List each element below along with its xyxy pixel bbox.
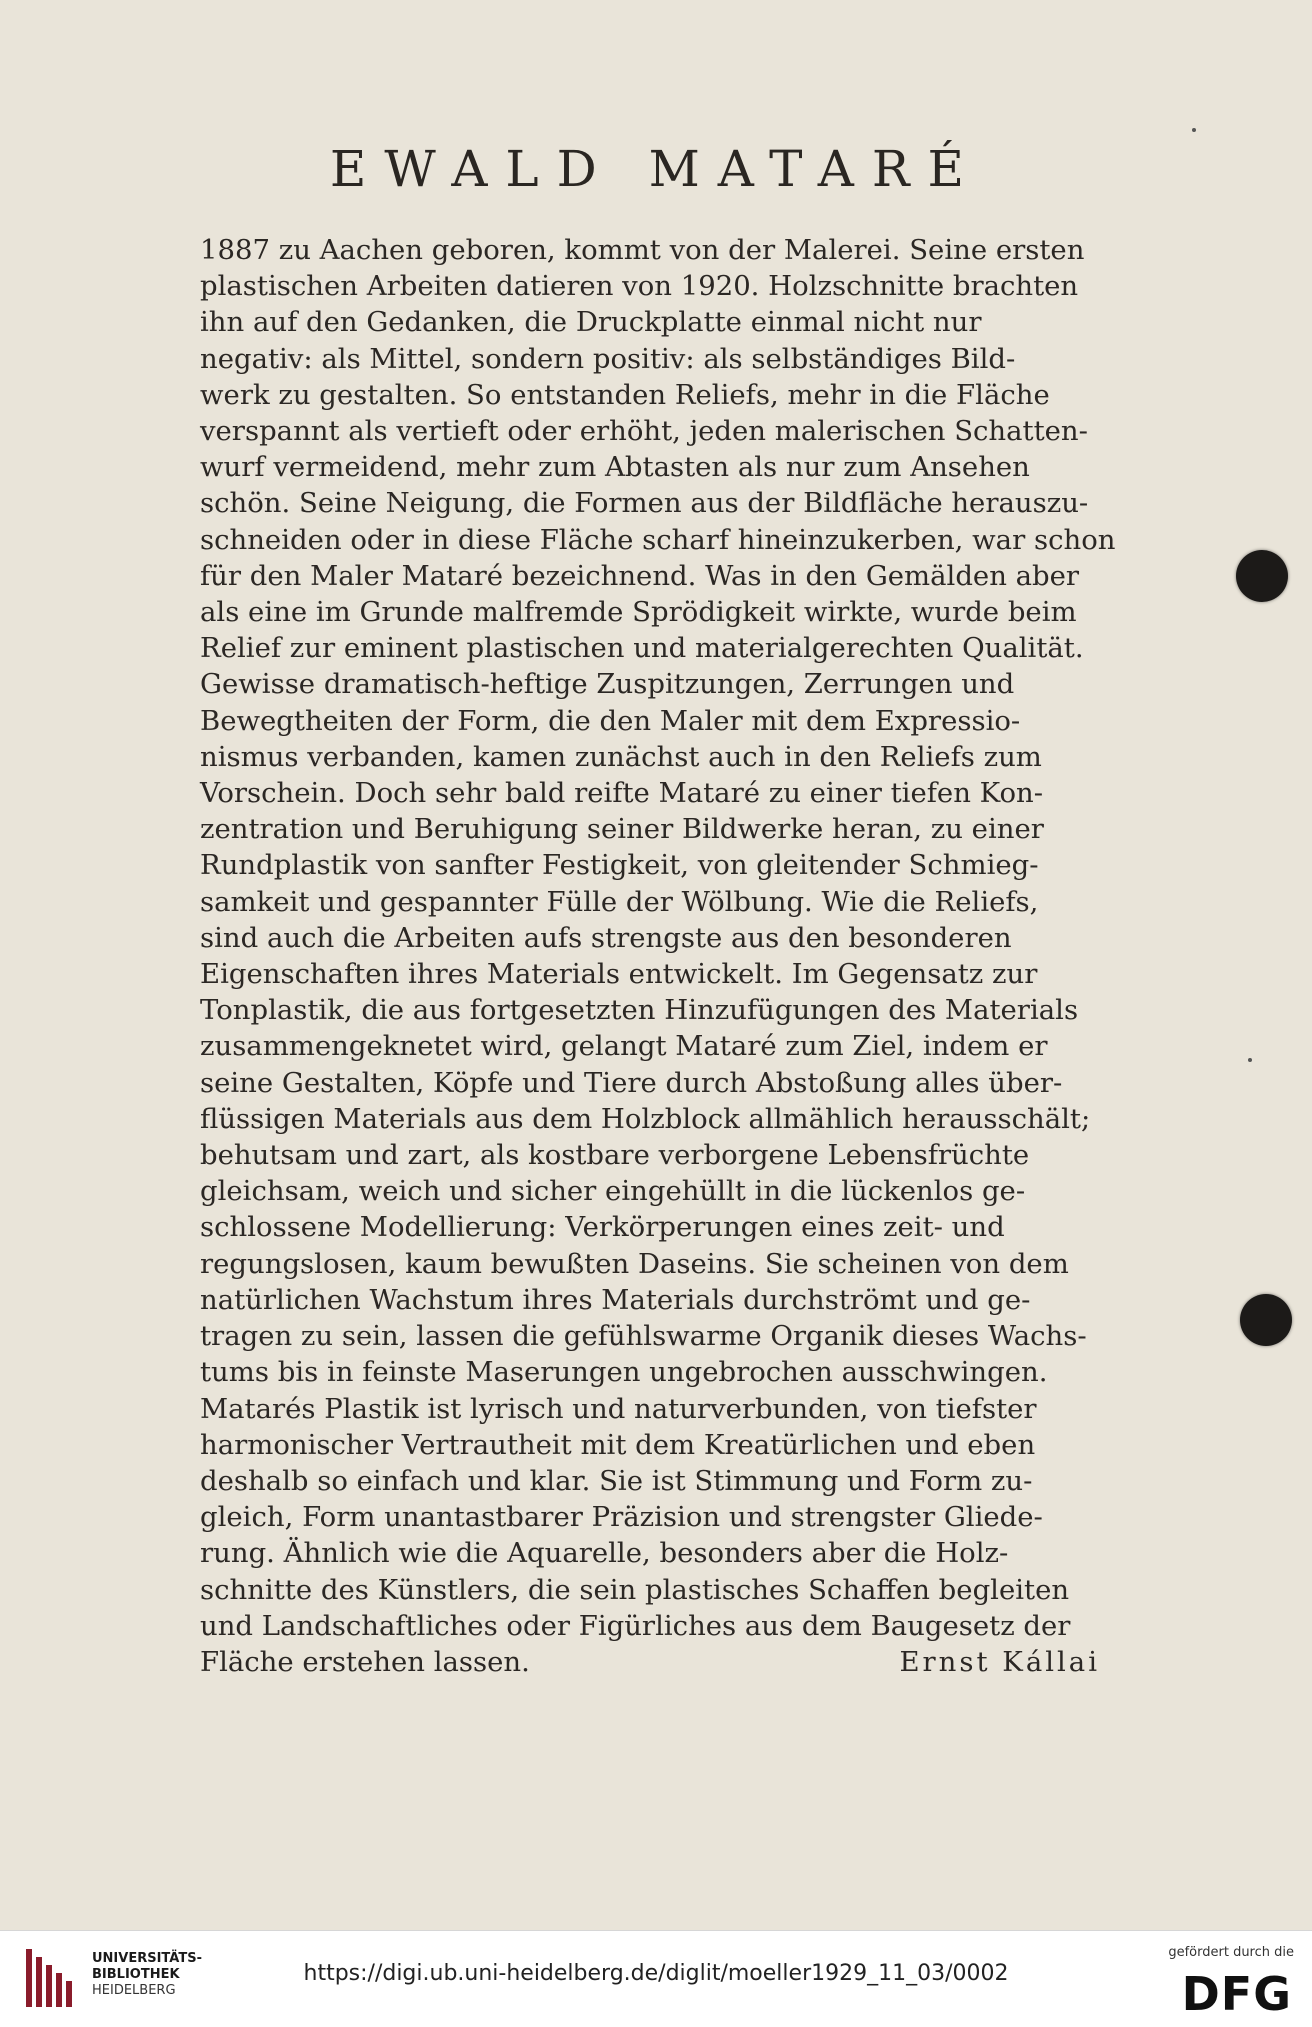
funding-note: gefördert durch die [1168,1945,1294,1960]
text-line: gleich, Form unantastbarer Präzision und strengster Gliede- [200,1501,1043,1534]
text-line: 1887 zu Aachen geboren, kommt von der Malerei. Seine ersten [200,234,1085,266]
footer-bar [0,1930,1312,2027]
punch-hole [1240,1294,1292,1346]
paper-speck [1248,1058,1252,1062]
text-line: zentration und Beruhigung seiner Bildwerke heran, zu einer [200,813,1044,846]
text-line: tums bis in feinste Maserungen ungebrochen ausschwingen. [200,1356,1048,1389]
text-line: zusammengeknetet wird, gelangt Mataré zum Ziel, indem er [200,1030,1048,1063]
text-line: Vorschein. Doch sehr bald reifte Mataré zu einer tiefen Kon- [200,777,1044,810]
text-line: schnitte des Künstlers, die sein plastisches Schaffen begleiten [200,1573,1070,1606]
text-line: negativ: als Mittel, sondern positiv: als selbständiges Bild- [200,342,1016,375]
text-line: und Landschaftliches oder Figürliches aus dem Baugesetz der [200,1609,1071,1642]
text-line: regungslosen, kaum bewußten Daseins. Sie scheinen von dem [200,1247,1069,1280]
text-line: schlossene Modellierung: Verkörperungen eines zeit- und [200,1211,1005,1244]
text-line: plastischen Arbeiten datieren von 1920. Holzschnitte brachten [200,270,1079,303]
text-line: werk zu gestalten. So entstanden Reliefs, mehr in die Fläche [200,378,1050,411]
text-line: samkeit und gespannter Fülle der Wölbung. Wie die Reliefs, [200,885,1039,918]
text-line: Matarés Plastik ist lyrisch und naturverbunden, von tiefster [200,1392,1037,1425]
page-title: EWALD MATARÉ [329,140,983,198]
punch-hole [1236,550,1288,602]
text-line: wurf vermeidend, mehr zum Abtasten als nur zum Ansehen [200,451,1030,484]
author-signature: Ernst Kállai [899,1645,1100,1678]
text-line: für den Maler Mataré bezeichnend. Was in den Gemälden aber [200,559,1080,592]
paper-speck [1192,128,1196,132]
text-line: gleichsam, weich und sicher eingehüllt in die lückenlos ge- [200,1175,1026,1208]
text-line: harmonischer Vertrautheit mit dem Kreatürlichen und eben [200,1428,1036,1461]
text-line: rung. Ähnlich wie die Aquarelle, besonders aber die Holz- [200,1537,1009,1570]
text-line: schön. Seine Neigung, die Formen aus der Bildfläche herauszu- [200,487,1089,520]
text-line: Eigenschaften ihres Materials entwickelt. Im Gegensatz zur [200,958,1038,991]
text-line: natürlichen Wachstum ihres Materials durchströmt und ge- [200,1283,1031,1316]
text-line: nismus verbanden, kamen zunächst auch in den Reliefs zum [200,740,1042,773]
text-line: Relief zur eminent plastischen und materialgerechten Qualität. [200,632,1084,665]
text-line: schneiden oder in diese Fläche scharf hineinzukerben, war schon [200,523,1116,556]
body-text [200,232,1160,1680]
document-url-link[interactable]: https://digi.ub.uni-heidelberg.de/diglit/moeller1929_11_03/0002 [303,1961,1009,1986]
text-line: flüssigen Materials aus dem Holzblock allmählich herausschält; [200,1102,1091,1135]
final-line [200,1644,1160,1680]
text-line: Gewisse dramatisch-heftige Zuspitzungen, Zerrungen und [200,668,1015,701]
text-line: Fläche erstehen lassen. [200,1645,530,1678]
text-line: Rundplastik von sanfter Festigkeit, von gleitender Schmieg- [200,849,1039,882]
text-line: deshalb so einfach und klar. Sie ist Stimmung und Form zu- [200,1464,1033,1497]
text-line: ihn auf den Gedanken, die Druckplatte einmal nicht nur [200,306,982,339]
text-line: behutsam und zart, als kostbare verborgene Lebensfrüchte [200,1139,1030,1172]
text-line: verspannt als vertieft oder erhöht, jeden malerischen Schatten- [200,415,1088,448]
text-line: tragen zu sein, lassen die gefühlswarme Organik dieses Wachs- [200,1320,1087,1353]
text-line: sind auch die Arbeiten aufs strengste aus den besonderen [200,921,1012,954]
text-line: als eine im Grunde malfremde Sprödigkeit wirkte, wurde beim [200,596,1077,629]
dfg-logo: DFG [1181,1967,1292,2021]
library-name: UNIVERSITÄTS- BIBLIOTHEK HEIDELBERG [92,1951,202,1998]
text-line: seine Gestalten, Köpfe und Tiere durch Abstoßung alles über- [200,1066,1063,1099]
text-line: Bewegtheiten der Form, die den Maler mit dem Expressio- [200,704,1021,737]
text-line: Tonplastik, die aus fortgesetzten Hinzufügungen des Materials [200,994,1079,1027]
